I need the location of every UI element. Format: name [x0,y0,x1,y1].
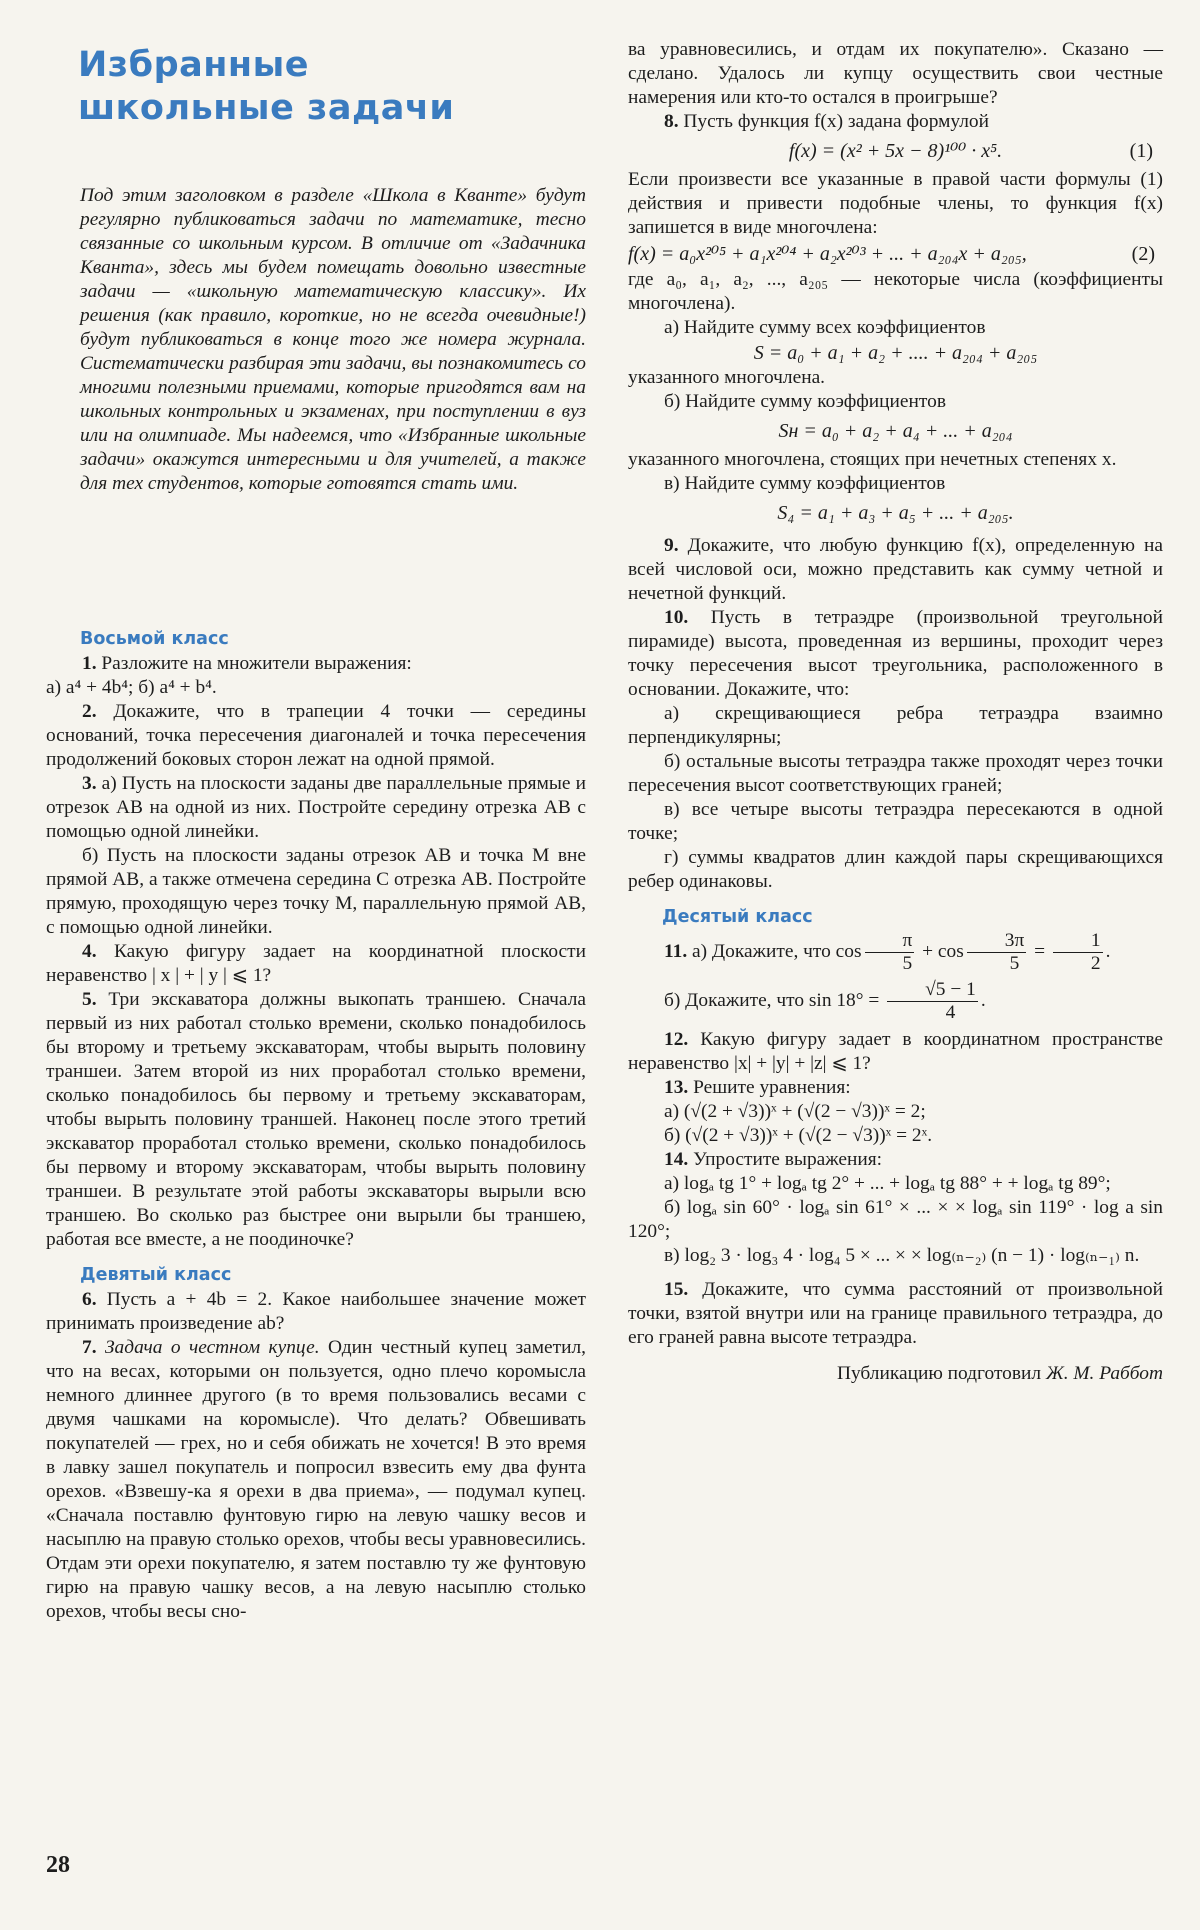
problem-number: 5. [82,989,97,1010]
problem-10-c: в) все четыре высоты тетраэдра пересекаются в одной точке; [628,799,1163,844]
problem-13-b: б) (√(2 + √3))ˣ + (√(2 − √3))ˣ = 2ˣ. [664,1125,933,1146]
problem-8-a-2: указанного многочлена. [628,367,826,388]
problem-number: 6. [82,1289,97,1310]
denominator: 5 [902,953,913,974]
problem-text: Пусть в тетраэдре (произвольной треугольной пирамиде) высота, проведенная из вершины, проходит через точку пересечения высот треугольника, расположенного в основании. Докажите, что: [628,607,1163,700]
problem-8-c: в) Найдите сумму коэффициентов [664,473,946,494]
problem-13 [628,1076,1163,1100]
fraction-pi-5 [865,930,915,975]
numerator: 1 [1053,930,1103,953]
page-number: 28 [46,1852,70,1878]
problem-number: 3. [82,773,97,794]
page-title [78,44,454,130]
section-heading-eighth: Восьмой класс [80,629,229,649]
credit-author: Ж. М. Раббот [1045,1363,1163,1384]
fraction-3pi-5 [967,930,1027,975]
problem-text: Докажите, что сумма расстояний от произвольной точки, взятой внутри или на границе правильного тетраэдра, до его граней равна высоте тетраэдра. [628,1279,1163,1348]
period: . [1105,940,1111,962]
problem-text: Какую фигуру задает на координатной плоскости неравенство | x | + | y | ⩽ 1? [46,941,586,986]
problem-10 [628,606,1163,702]
problem-number: 1. [82,653,97,674]
equation-number-2: (2) [1131,243,1155,265]
problem-13-a: а) (√(2 + √3))ˣ + (√(2 − √3))ˣ = 2; [664,1101,926,1122]
formula-sum-even: S₄ = a₁ + a₃ + a₅ + ... + a₂₀₅. [777,502,1014,524]
denominator: 4 [945,1002,956,1023]
plus-cos: + cos [917,940,964,962]
fraction-1-2 [1053,930,1103,975]
problem-12 [628,1028,1163,1076]
problem-10-a: а) скрещивающиеся ребра тетраэдра взаимно перпендикулярны; [628,703,1163,748]
equals: = [1029,940,1050,962]
problem-10-d: г) суммы квадратов длин каждой пары скрещивающихся ребер одинаковы. [628,847,1163,892]
numerator: π [865,930,915,953]
problem-11-b [628,979,1163,1024]
problem-8-a: а) Найдите сумму всех коэффициентов [664,317,986,338]
formula-sum-odd: Sн = a₀ + a₂ + a₄ + ... + a₂₀₄ [778,420,1013,442]
problem-number: 11. [664,940,688,962]
problem-text: Один честный купец заметил, что на весах, которыми он пользуется, одно плечо коромысла немного длиннее другого (в то время пользовались весами с двумя чашками на коромысле). Что делать? Обвешивать покупателей — грех, но и себя обижать не хочется! В это время в лавку зашел покупатель и попросил взвесить ему два фунта орехов. «Взвешу-ка я орехи в два приема», — подумал купец. «Сначала поставлю фунтовую гирю на левую чашку весов и насыплю на правую столько орехов, чтобы весы уравновесились. Отдам эти орехи покупателю, я затем поставлю ту же фунтовую гирю на правую чашку весов, а на левую насыплю столько орехов, чтобы весы сно- [46,1337,587,1622]
problem-text: Решите уравнения: [688,1077,851,1098]
problem-7-heading: Задача о честном купце. [96,1337,320,1358]
problem-text: Пусть a + 4b = 2. Какое наибольшее значение может принимать произведение ab? [46,1289,586,1334]
problem-11-a [628,930,1163,975]
problem-3-b: б) Пусть на плоскости заданы отрезок AB и точка M вне прямой AB, а также отмечена середина C отрезка AB. Постройте прямую, проходящую через точку M, параллельную прямой AB, с помощью одной линейки. [46,845,586,938]
problem-8-b-2: указанного многочлена, стоящих при нечетных степенях x. [628,449,1117,470]
problem-14-a: а) logₐ tg 1° + logₐ tg 2° + ... + logₐ tg 88° + + logₐ tg 89°; [664,1173,1111,1194]
formula-1 [628,136,1163,166]
problem-5 [46,988,586,1252]
problem-14 [628,1148,1163,1172]
problem-3 [46,772,586,844]
problem-8 [628,110,1163,134]
problem-10-b: б) остальные высоты тетраэдра также проходят через точки пересечения высот соответствующих граней; [628,751,1163,796]
problem-text: Разложите на множители выражения: [96,653,412,674]
formula-2 [628,240,1163,268]
problem-8-text-2: Если произвести все указанные в правой части формулы (1) действия и привести подобные члены, то функция f(x) запишется в виде многочлена: [628,169,1163,238]
denominator: 2 [1090,953,1101,974]
problem-number: 4. [82,941,97,962]
problem-number: 13. [664,1077,689,1098]
numerator: 3π [967,930,1027,953]
problem-text: Докажите, что в трапеции 4 точки — середины оснований, точка пересечения диагоналей и точка пересечения продолжений боковых сторон лежат на одной прямой. [46,701,586,770]
problem-11-a-text: а) Докажите, что cos [687,940,862,962]
problem-number: 9. [664,535,679,556]
problem-1 [46,652,586,676]
problem-2 [46,700,586,772]
problem-text: а) Пусть на плоскости заданы две параллельные прямые и отрезок AB на одной из них. Постройте середину отрезка AB с помощью одной линейки. [46,773,586,842]
problem-text: Докажите, что любую функцию f(x), определенную на всей числовой оси, можно представить как сумму четной и нечетной функций. [628,535,1163,604]
period: . [980,989,986,1011]
problem-7-continuation: ва уравновесились, и отдам их покупателю». Сказано — сделано. Удалось ли купцу осуществить свои честные намерения или кто-то остался в проигрыше? [628,39,1163,108]
section-heading-ninth: Девятый класс [80,1265,232,1285]
problem-number: 14. [664,1149,689,1170]
problem-number: 8. [664,111,679,132]
problem-14-b: б) logₐ sin 60° · logₐ sin 61° × ... × × logₐ sin 119° · log a sin 120°; [628,1197,1163,1242]
problem-8-text-3: где a₀, a₁, a₂, ..., a₂₀₅ — некоторые числа (коэффициенты многочлена). [628,269,1163,314]
problem-8-b: б) Найдите сумму коэффициентов [664,391,946,412]
problem-number: 2. [82,701,97,722]
formula-2-body: f(x) = a₀x²⁰⁵ + a₁x²⁰⁴ + a₂x²⁰³ + ... + a₂₀₄x + a₂₀₅, [628,243,1027,265]
problem-number: 7. [82,1337,97,1358]
credit-text: Публикацию подготовил [836,1363,1046,1384]
problem-text: Упростите выражения: [688,1149,883,1170]
formula-1-body: f(x) = (x² + 5x − 8)¹⁰⁰ · x⁵. [788,140,1003,162]
right-column [628,38,1163,1386]
title-line-1: Избранные [78,45,309,85]
problem-15 [628,1278,1163,1350]
formula-sum-all: S = a₀ + a₁ + a₂ + .... + a₂₀₄ + a₂₀₅ [753,342,1038,364]
problem-14-c: в) log₂ 3 · log₃ 4 · log₄ 5 × ... × × log₍ₙ₋₂₎ (n − 1) · log₍ₙ₋₁₎ n. [664,1245,1140,1266]
problem-11-b-text: б) Докажите, что sin 18° = [664,989,885,1011]
problem-text: Три экскаватора должны выкопать траншею. Сначала первый из них работал столько времени, сколько понадобилось бы второму и третьему экскаваторам, чтобы вырыть половину траншеи. Затем второй из них проработал столько времени, сколько понадобилось бы первому и третьему экскаваторам, чтобы вырыть половину траншей. Наконец после этого третий экскаватор проработал столько времени, сколько понадобилось бы первому и второму экскаваторам, чтобы вырыть половину траншеи. В результате этой работы экскаваторы вырыли всю траншею. Во сколько раз быстрее они вырыли бы траншею, работая все вместе, а не поодиночке? [46,989,586,1250]
credit-line [628,1362,1163,1386]
problem-1-sub: а) a⁴ + 4b⁴; б) a⁴ + b⁴. [46,677,217,698]
fraction-sqrt5-4 [887,979,978,1024]
equation-number-1: (1) [1129,140,1153,162]
problem-7 [46,1336,586,1624]
problem-number: 15. [664,1279,689,1300]
problem-text: Какую фигуру задает в координатном пространстве неравенство |x| + |y| + |z| ⩽ 1? [628,1029,1163,1074]
problem-4 [46,940,586,988]
intro-paragraph: Под этим заголовком в разделе «Школа в Кванте» будут регулярно публиковаться задачи по математике, тесно связанные со школьным курсом. В отличие от «Задачника Кванта», здесь мы будем помещать довольно известные задачи — «школьную математическую классику». Их решения (как правило, короткие, но не всегда очевидные!) будут публиковаться в конце того же номера журнала. Систематически разбирая эти задачи, вы познакомитесь со многими полезными приемами, которые пригодятся вам на школьных контрольных и экзаменах, при поступлении в вуз или на олимпиаде. Мы надеемся, что «Избранные школьные задачи» окажутся интересными и для учителей, а также для тех студентов, которые готовятся стать ими. [80,185,586,494]
numerator: √5 − 1 [887,979,978,1002]
problem-number: 10. [664,607,689,628]
title-line-2: школьные задачи [78,88,455,128]
section-heading-tenth: Десятый класс [662,907,813,927]
problem-text: Пусть функция f(x) задана формулой [678,111,989,132]
problem-9 [628,534,1163,606]
problem-6 [46,1288,586,1336]
left-column [46,626,586,1624]
problem-number: 12. [664,1029,689,1050]
denominator: 5 [1009,953,1020,974]
